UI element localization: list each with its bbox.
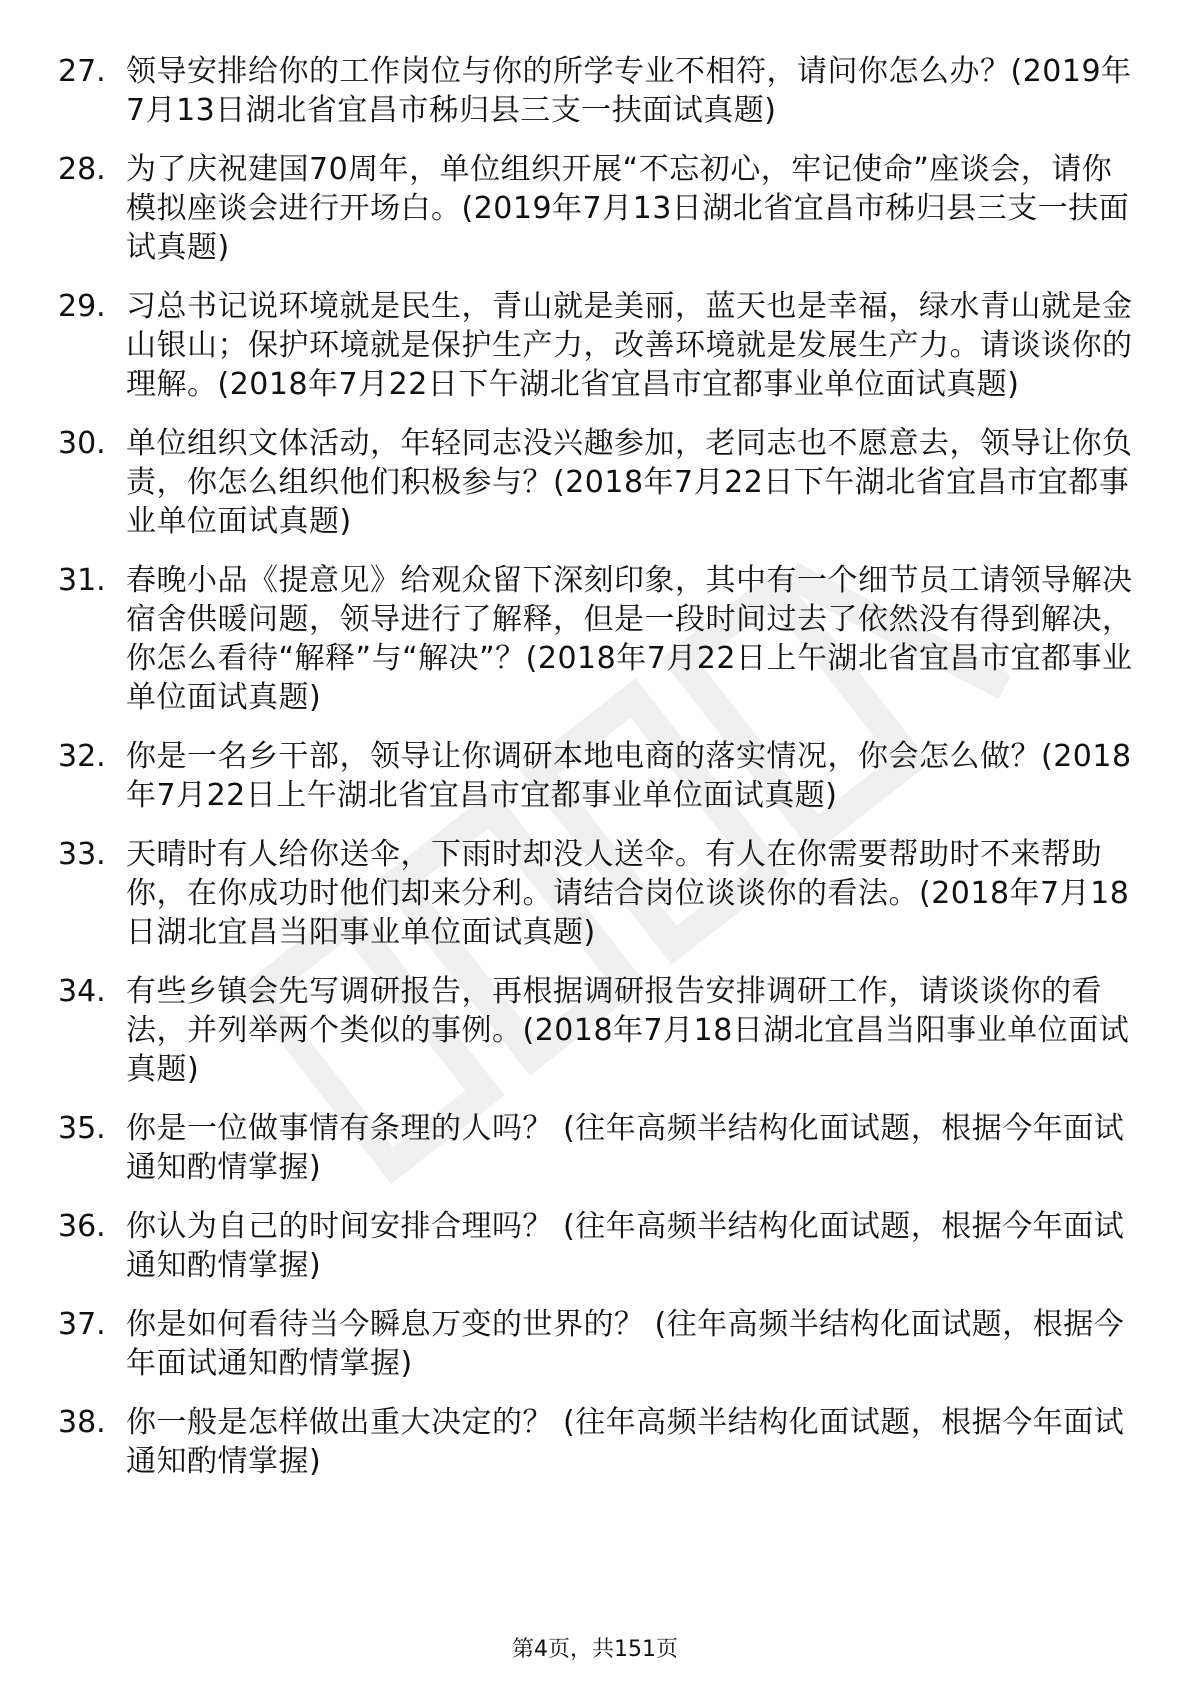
question-list (58, 52, 1138, 1501)
question-text: 领导安排给你的工作岗位与你的所学专业不相符，请问你怎么办？(2019年7月13日湖北省宜昌市秭归县三支一扶面试真题) (126, 54, 1132, 128)
question-item (58, 52, 1138, 130)
question-item (58, 424, 1138, 541)
question-item (58, 150, 1138, 267)
question-text: 你认为自己的时间安排合理吗？ (往年高频半结构化面试题，根据今年面试通知酌情掌握) (126, 1209, 1125, 1283)
question-item (58, 1403, 1138, 1481)
question-text: 有些乡镇会先写调研报告，再根据调研报告安排调研工作，请谈谈你的看法，并列举两个类似的事例。(2018年7月18日湖北宜昌当阳事业单位面试真题) (126, 974, 1130, 1087)
question-number: 33. (58, 837, 106, 872)
question-item (58, 287, 1138, 404)
question-number: 35. (58, 1111, 106, 1146)
question-text: 单位组织文体活动，年轻同志没兴趣参加，老同志也不愿意去，领导让你负责，你怎么组织他们积极参与？(2018年7月22日下午湖北省宜昌市宜都事业单位面试真题) (126, 426, 1133, 539)
question-text: 习总书记说环境就是民生，青山就是美丽，蓝天也是幸福，绿水青山就是金山银山；保护环境就是保护生产力，改善环境就是发展生产力。请谈谈你的理解。(2018年7月22日下午湖北省宜昌市宜都事业单位面试真题) (126, 289, 1133, 402)
question-number: 29. (58, 289, 106, 324)
question-item (58, 737, 1138, 815)
question-item (58, 1305, 1138, 1383)
question-number: 34. (58, 974, 106, 1009)
question-number: 38. (58, 1405, 106, 1440)
question-text: 天晴时有人给你送伞，下雨时却没人送伞。有人在你需要帮助时不来帮助你，在你成功时他们却来分利。请结合岗位谈谈你的看法。(2018年7月18日湖北宜昌当阳事业单位面试真题) (126, 837, 1130, 950)
question-item (58, 972, 1138, 1089)
question-number: 27. (58, 54, 106, 89)
question-number: 28. (58, 152, 106, 187)
question-item (58, 1207, 1138, 1285)
question-text: 你一般是怎样做出重大决定的？ (往年高频半结构化面试题，根据今年面试通知酌情掌握) (126, 1405, 1125, 1479)
question-text: 为了庆祝建国70周年，单位组织开展“不忘初心，牢记使命”座谈会，请你模拟座谈会进行开场白。(2019年7月13日湖北省宜昌市秭归县三支一扶面试真题) (126, 152, 1130, 265)
question-text: 你是一位做事情有条理的人吗？ (往年高频半结构化面试题，根据今年面试通知酌情掌握) (126, 1111, 1125, 1185)
question-text: 你是如何看待当今瞬息万变的世界的？ (往年高频半结构化面试题，根据今年面试通知酌情掌握) (126, 1307, 1125, 1381)
question-number: 30. (58, 426, 106, 461)
question-item (58, 561, 1138, 717)
page-footer: 第4页，共151页 (512, 1637, 678, 1662)
question-text: 春晚小品《提意见》给观众留下深刻印象，其中有一个细节员工请领导解决宿舍供暖问题，领导进行了解释，但是一段时间过去了依然没有得到解决，你怎么看待“解释”与“解决”？(2018年7月22日上午湖北省宜昌市宜都事业单位面试真题) (126, 563, 1133, 715)
question-item (58, 835, 1138, 952)
question-number: 32. (58, 739, 106, 774)
question-text: 你是一名乡干部，领导让你调研本地电商的落实情况，你会怎么做？(2018年7月22日上午湖北省宜昌市宜都事业单位面试真题) (126, 739, 1132, 813)
question-number: 36. (58, 1209, 106, 1244)
question-number: 31. (58, 563, 106, 598)
question-item (58, 1109, 1138, 1187)
question-number: 37. (58, 1307, 106, 1342)
